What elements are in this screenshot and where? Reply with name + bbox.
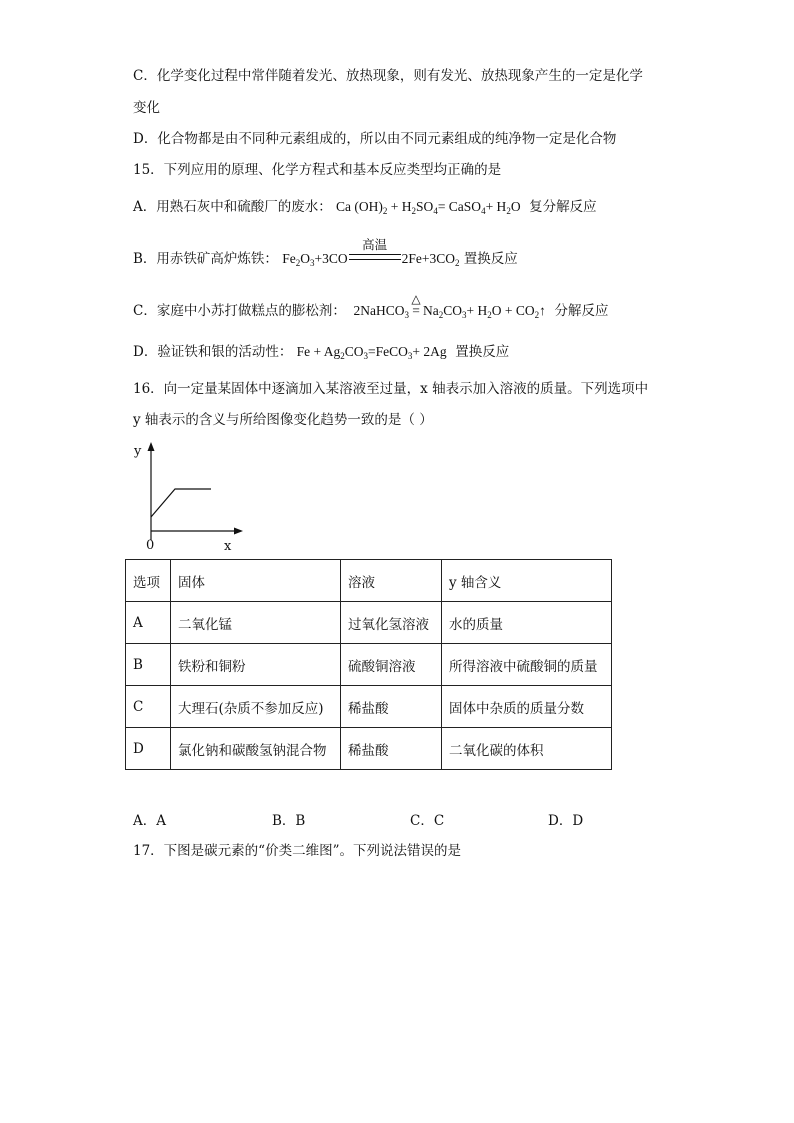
table-cell: 选项 [126,560,171,602]
q15-d-equation: $Fe + Ag_2CO_3=FeCO_3+ 2Ag$ [296,344,447,361]
q16-stem-line2: y 轴表示的含义与所给图像变化趋势一致的是（ ） [133,412,433,428]
q15-b-condition: 高温 [362,238,388,252]
q15-option-a [133,198,597,216]
q15-option-b [133,238,518,268]
answer-choice-a[interactable]: A．A [133,813,166,829]
table-header-row [126,560,612,602]
y-axis-label: y [134,444,142,459]
q15-b-equation: $Fe_2O_3+3CO$ 高温 $2Fe+3CO_2$ [282,238,460,268]
q15-option-c [133,292,609,320]
heat-condition: △ = [409,302,423,320]
table-cell: 硫酸铜溶液 [341,644,442,686]
q16-options-table [125,559,612,770]
q15-a-type: 复分解反应 [529,199,597,215]
q14-option-c-line2: 变化 [133,100,160,116]
q15-b-type: 置换反应 [463,251,518,267]
q15-c-type: 分解反应 [554,303,609,319]
q15-d-prefix: D．验证铁和银的活动性： [133,344,293,360]
table-row [126,644,612,686]
q15-option-d [133,343,509,361]
q15-a-prefix: A．用熟石灰中和硫酸厂的废水： [133,199,332,215]
x-axis-label: x [224,539,232,554]
table-cell: y 轴含义 [442,560,612,602]
origin-label: 0 [146,538,155,553]
y-axis-arrow [148,442,155,451]
q16-answer-choices [133,809,633,827]
reaction-condition [348,238,402,268]
q15-c-condition: △ [411,292,421,306]
table-cell: C [126,686,171,728]
table-cell: 稀盐酸 [341,728,442,770]
q16-stem-line1: 16．向一定量某固体中逐滴加入某溶液至过量，x 轴表示加入溶液的质量。下列选项中 [133,381,649,397]
table-row [126,728,612,770]
table-cell: 二氧化碳的体积 [442,728,612,770]
table-cell: 水的质量 [442,602,612,644]
q15-c-prefix: C．家庭中小苏打做糕点的膨松剂： [133,303,346,319]
table-cell: 所得溶液中硫酸铜的质量 [442,644,612,686]
table-cell: 稀盐酸 [341,686,442,728]
q15-c-equation: 2NaHCO$_3$ △ = $Na_2CO_3+ H_2O$ + $CO_2↑$ [350,292,546,320]
q17-stem: 17．下图是碳元素的“价类二维图”。下列说法错误的是 [133,843,461,859]
table-cell: 氯化钠和碳酸氢钠混合物 [171,728,341,770]
q15-b-prefix: B．用赤铁矿高炉炼铁： [133,251,278,267]
q15-d-type: 置换反应 [455,344,510,360]
q14-option-d: D．化合物都是由不同种元素组成的，所以由不同元素组成的纯净物一定是化合物 [133,131,617,147]
table-row [126,602,612,644]
q15-stem: 15．下列应用的原理、化学方程式和基本反应类型均正确的是 [133,162,502,178]
answer-choice-c[interactable]: C．C [410,813,445,829]
table-cell: 铁粉和铜粉 [171,644,341,686]
table-cell: D [126,728,171,770]
q14-option-c-line1: C．化学变化过程中常伴随着发光、放热现象，则有发光、放热现象产生的一定是化学 [133,68,643,84]
table-cell: 二氧化锰 [171,602,341,644]
table-cell: 过氧化氢溶液 [341,602,442,644]
q15-a-equation: Ca $(OH)_2 + H_2SO_4=$ CaSO$_4$+ $H_2O$ [336,199,521,216]
answer-choice-b[interactable]: B．B [272,813,306,829]
table-cell: A [126,602,171,644]
x-axis-arrow [234,528,243,535]
table-cell: 固体中杂质的质量分数 [442,686,612,728]
trend-line [151,489,211,517]
answer-choice-d[interactable]: D．D [548,813,584,829]
table-cell: 大理石(杂质不参加反应) [171,686,341,728]
table-cell: 固体 [171,560,341,602]
table-cell: B [126,644,171,686]
table-cell: 溶液 [341,560,442,602]
table-row [126,686,612,728]
q16-graph [128,440,258,560]
